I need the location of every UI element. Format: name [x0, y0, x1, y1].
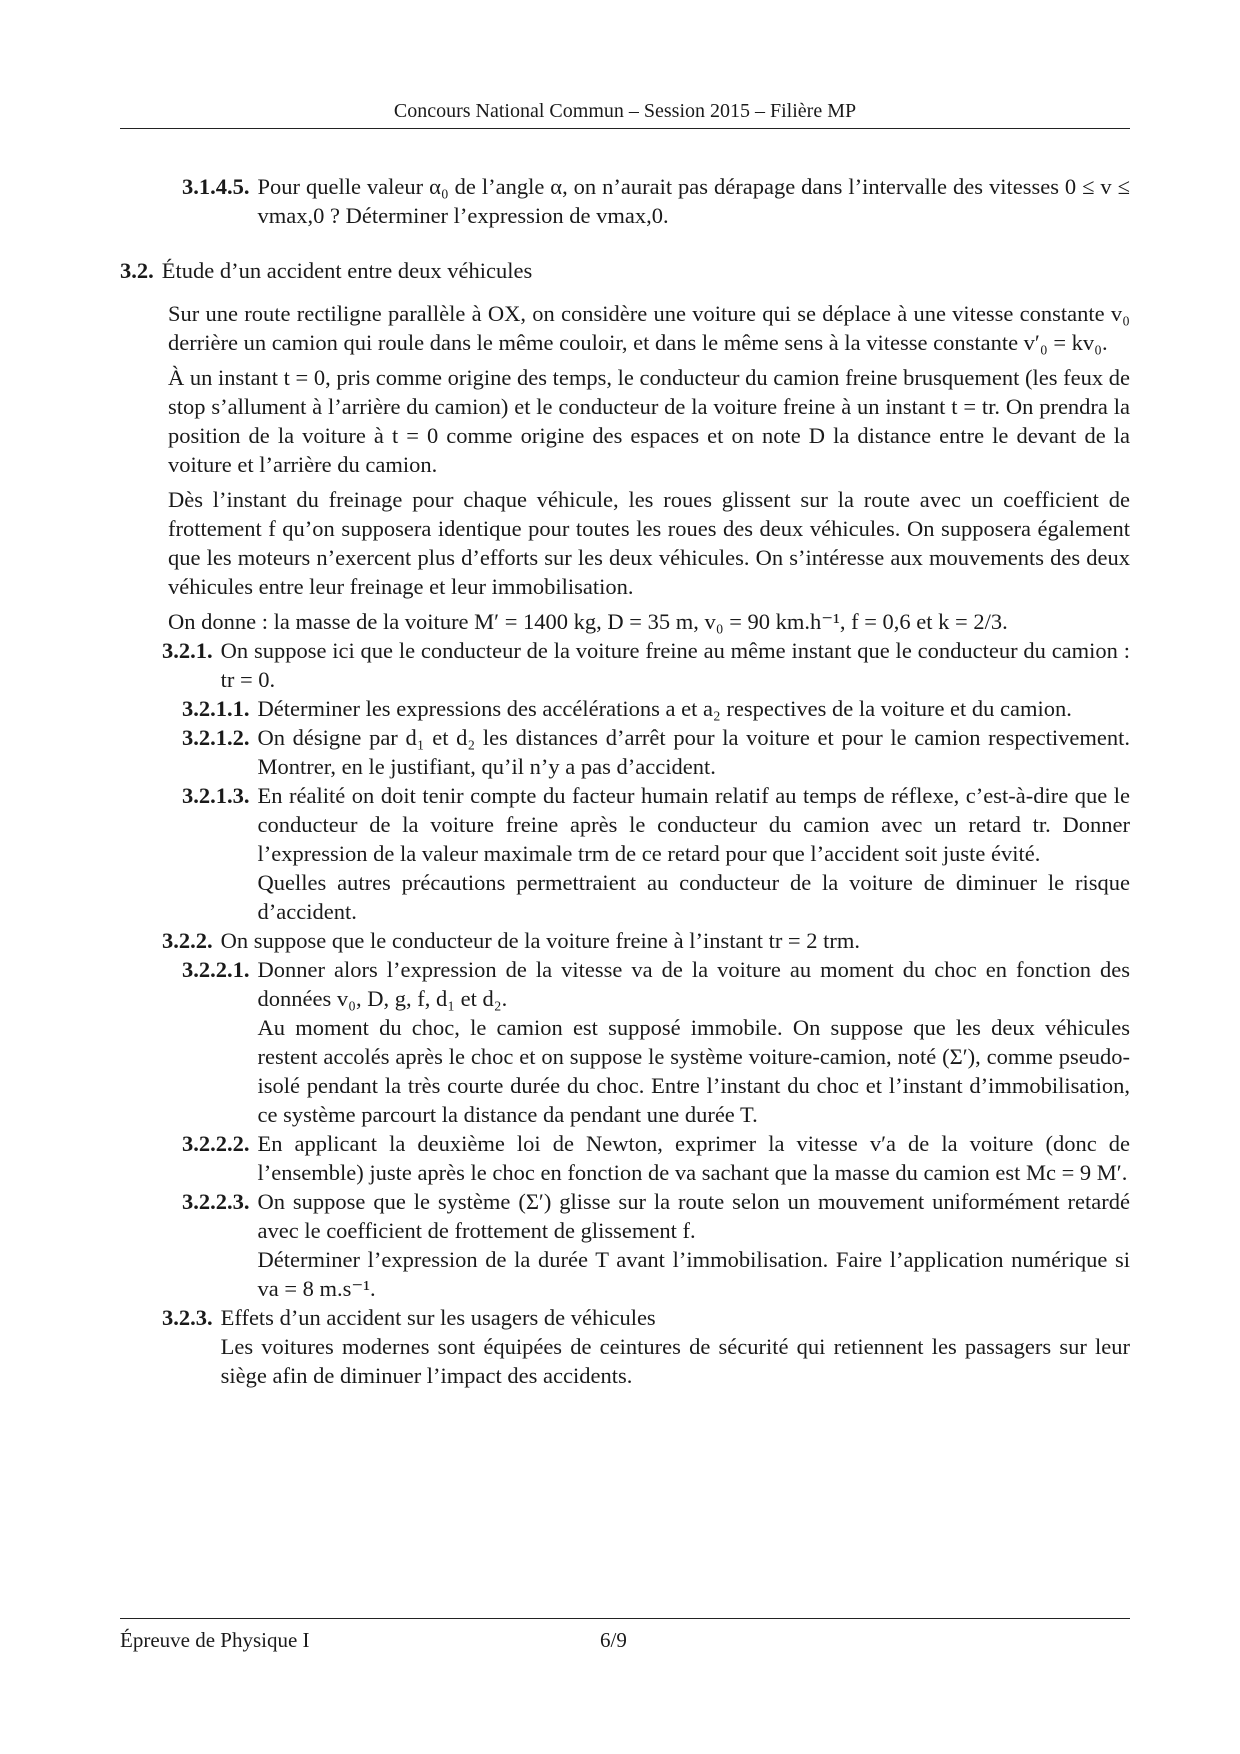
- question-3-2-1-1: [120, 694, 1130, 723]
- question-text: Pour quelle valeur α₀ de l’angle α, on n’aurait pas dérapage dans l’intervalle des vitesses 0 ≤ v ≤ vmax,0 ? Déterminer l’expression de vmax,0.: [257, 174, 1130, 228]
- question-number: 3.2.2.3.: [182, 1189, 250, 1214]
- question-3-2-1: [120, 636, 1130, 694]
- question-number: 3.2.2.: [162, 928, 213, 953]
- question-number: 3.2.2.2.: [182, 1131, 250, 1156]
- question-3-2-2-2: [120, 1129, 1130, 1187]
- question-number: 3.1.4.5.: [182, 174, 250, 199]
- question-text: Déterminer les expressions des accélérations a et a₂ respectives de la voiture et du camion.: [257, 696, 1072, 721]
- question-text: On désigne par d₁ et d₂ les distances d’arrêt pour la voiture et pour le camion respectivement. Montrer, en le justifiant, qu’il n’y a pas d’accident.: [257, 725, 1130, 779]
- question-text: Donner alors l’expression de la vitesse va de la voiture au moment du choc en fonction des données v₀, D, g, f, d₁ et d₂.: [257, 957, 1130, 1011]
- section-paragraph-1: Sur une route rectiligne parallèle à OX, on considère une voiture qui se déplace à une vitesse constante v₀ derrière un camion qui roule dans le même couloir, et dans le même sens à la vitesse constante v′₀ = kv₀.: [168, 301, 1130, 355]
- footer-rule: [120, 1618, 1130, 1619]
- question-text: En applicant la deuxième loi de Newton, exprimer la vitesse v′a de la voiture (donc de l’ensemble) juste après le choc en fonction de va sachant que la masse du camion est Mc = 9 M′.: [257, 1131, 1130, 1185]
- question-text-continued: Au moment du choc, le camion est supposé immobile. On suppose que les deux véhicules restent accolés après le choc et on suppose le système voiture-camion, noté (Σ′), comme pseudo-isolé pendant la très courte durée du choc. Entre l’instant du choc et l’instant d’immobilisation, ce système parcourt la distance da pendant une durée T.: [257, 1015, 1130, 1127]
- question-number: 3.2.1.3.: [182, 783, 250, 808]
- section-paragraph-3: Dès l’instant du freinage pour chaque véhicule, les roues glissent sur la route avec un coefficient de frottement f qu’on supposera identique pour toutes les roues des deux véhicules. On supposera également que les moteurs n’exercent plus d’efforts sur les deux véhicules. On s’intéresse aux mouvements des deux véhicules entre leur freinage et leur immobilisation.: [168, 487, 1130, 599]
- section-paragraph-2: À un instant t = 0, pris comme origine des temps, le conducteur du camion freine brusquement (les feux de stop s’allument à l’arrière du camion) et le conducteur de la voiture freine à un instant t = tr. On prendra la position de la voiture à t = 0 comme origine des espaces et on note D la distance entre le devant de la voiture et l’arrière du camion.: [168, 365, 1130, 477]
- question-text-continued: Les voitures modernes sont équipées de ceintures de sécurité qui retiennent les passagers sur leur siège afin de diminuer l’impact des accidents.: [220, 1334, 1130, 1388]
- question-3-2-1-3: [120, 781, 1130, 926]
- question-3-2-3: [120, 1303, 1130, 1390]
- footer-exam-title: Épreuve de Physique I: [120, 1628, 310, 1652]
- question-3-2-1-2: [120, 723, 1130, 781]
- question-text: Effets d’un accident sur les usagers de véhicules: [220, 1305, 656, 1330]
- question-number: 3.2.3.: [162, 1305, 213, 1330]
- page-content: [120, 172, 1130, 1390]
- question-text: On suppose ici que le conducteur de la voiture freine au même instant que le conducteur du camion : tr = 0.: [220, 638, 1130, 692]
- question-number: 3.2.2.1.: [182, 957, 250, 982]
- question-text-continued: Quelles autres précautions permettraient au conducteur de la voiture de diminuer le risque d’accident.: [257, 870, 1130, 924]
- question-text-continued: Déterminer l’expression de la durée T avant l’immobilisation. Faire l’application numérique si va = 8 m.s⁻¹.: [257, 1247, 1130, 1301]
- question-3-2-2: [120, 926, 1130, 955]
- question-3-2-2-1: [120, 955, 1130, 1129]
- section-paragraph-4: On donne : la masse de la voiture M′ = 1400 kg, D = 35 m, v₀ = 90 km.h⁻¹, f = 0,6 et k = 2/3.: [168, 609, 1008, 634]
- page-header: Concours National Commun – Session 2015 – Filière MP: [393, 100, 857, 122]
- question-number: 3.2.1.2.: [182, 725, 250, 750]
- question-number: 3.2.1.: [162, 638, 213, 663]
- section-3-2: [120, 256, 1130, 285]
- question-text: On suppose que le système (Σ′) glisse sur la route selon un mouvement uniformément retardé avec le coefficient de frottement de glissement f.: [257, 1189, 1130, 1243]
- question-text: En réalité on doit tenir compte du facteur humain relatif au temps de réflexe, c’est-à-dire que le conducteur de la voiture freine après le conducteur du camion avec un retard tr. Donner l’expression de la valeur maximale trm de ce retard pour que l’accident soit juste évité.: [257, 783, 1130, 866]
- page-number: 6/9: [600, 1628, 627, 1652]
- section-title: Étude d’un accident entre deux véhicules: [161, 258, 533, 283]
- question-text: On suppose que le conducteur de la voiture freine à l’instant tr = 2 trm.: [220, 928, 860, 953]
- section-number: 3.2.: [120, 258, 154, 283]
- question-3-2-2-3: [120, 1187, 1130, 1303]
- question-number: 3.2.1.1.: [182, 696, 250, 721]
- header-rule: [120, 128, 1130, 129]
- question-3-1-4-5: [120, 172, 1130, 230]
